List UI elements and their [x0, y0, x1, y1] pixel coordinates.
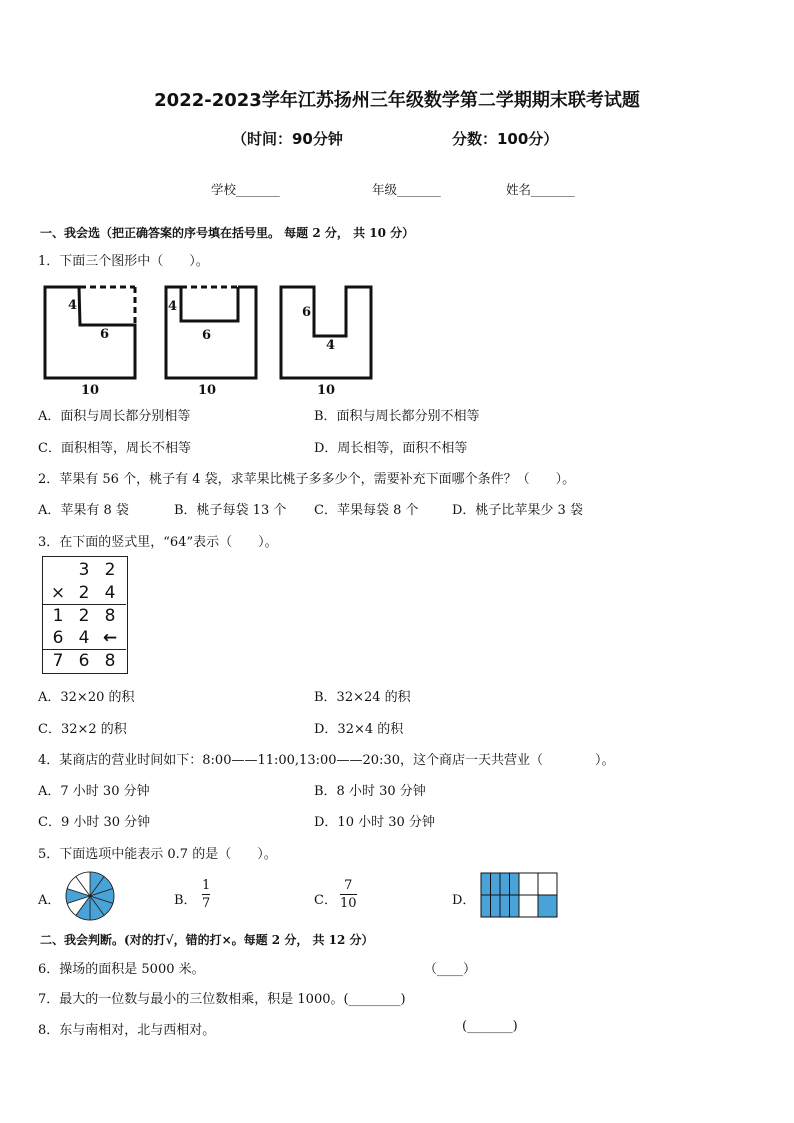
grid-cell: [519, 873, 538, 895]
section-1-heading: 一、我会选（把正确答案的序号填在括号里。 每题 2 分， 共 10 分）: [40, 226, 415, 240]
q1-fig1-label-6: 6: [100, 327, 110, 342]
q1-fig1-label-10: 10: [81, 383, 100, 398]
q5-fraction-c: [340, 878, 357, 911]
q1-option-a: A．面积与周长都分别相等: [38, 409, 191, 424]
vcell: 2: [78, 606, 90, 626]
q1-fig3-label-10: 10: [317, 383, 336, 398]
q2-option-b: B．桃子每袋 13 个: [174, 503, 287, 518]
q5-option-d: D．: [452, 893, 476, 908]
vcell: 8: [104, 651, 116, 671]
q5-option-a: A．: [38, 893, 61, 908]
q4-option-a: A．7 小时 30 分钟: [38, 784, 150, 799]
q1-fig2-label-6: 6: [202, 328, 212, 343]
q1-stem: 1．下面三个图形中（ ）。: [38, 254, 209, 269]
q1-figure-3: [281, 287, 371, 398]
q4-option-c: C．9 小时 30 分钟: [38, 815, 151, 830]
vrow-3: [43, 605, 126, 627]
vcell: 3: [78, 560, 90, 580]
q1-option-c: C．面积相等，周长不相等: [38, 441, 191, 456]
q3-option-d: D．32×4 的积: [314, 722, 404, 737]
q8-stem: 8．东与南相对，北与西相对。: [38, 1023, 216, 1038]
vcell: 1: [52, 606, 64, 626]
q1-figure-1: [45, 287, 135, 398]
q3-option-c: C．32×2 的积: [38, 722, 127, 737]
q1-fig1-label-4: 4: [68, 298, 78, 313]
q4-stem: 4．某商店的营业时间如下：8:00——11:00,13:00——20:30，这个商店一天共营业（ ）。: [38, 753, 615, 768]
page-title: 2022-2023学年江苏扬州三年级数学第二学期期末联考试题: [154, 90, 640, 111]
q5-pie-figure: [64, 870, 118, 924]
q5-stem: 5．下面选项中能表示 0.7 的是（ ）。: [38, 847, 277, 862]
vcell: 8: [104, 606, 116, 626]
q4-option-d: D．10 小时 30 分钟: [314, 815, 435, 830]
q1-option-d: D．周长相等，面积不相等: [314, 441, 468, 456]
vcell: 4: [104, 583, 116, 603]
q1-fig2-label-10: 10: [198, 383, 217, 398]
q2-option-c: C．苹果每袋 8 个: [314, 503, 419, 518]
q3-stem: 3．在下面的竖式里，“64”表示（ ）。: [38, 535, 278, 550]
q3-option-a: A．32×20 的积: [38, 690, 135, 705]
arrow-left-icon: ←: [102, 628, 118, 648]
name-field: 姓名_______: [506, 182, 575, 197]
q1-figures: [40, 282, 380, 398]
vrow-4: [43, 627, 126, 649]
vrow-2: [43, 582, 126, 604]
vcell: 2: [104, 560, 116, 580]
q5-fraction-b: [202, 878, 210, 911]
fraction-numerator: 1: [202, 878, 211, 893]
q4-option-b: B．8 小时 30 分钟: [314, 784, 426, 799]
fraction-bar: [340, 894, 357, 895]
exam-score: 分数：100分）: [452, 130, 559, 148]
q5-option-c: C．: [314, 893, 337, 908]
vrow-5: [43, 650, 126, 672]
vcell: 2: [78, 583, 90, 603]
q5-option-b: B．: [174, 893, 197, 908]
vcell: 4: [78, 628, 90, 648]
q6-answer-blank[interactable]: （____）: [424, 962, 477, 977]
vrow-1: [43, 559, 126, 581]
q8-answer-blank[interactable]: (_______): [462, 1019, 518, 1034]
exam-time: （时间：90分钟: [232, 130, 343, 148]
q1-figure-2: [166, 287, 256, 398]
vcell: 7: [52, 651, 64, 671]
vcell: ×: [50, 583, 66, 603]
q2-option-d: D．桃子比苹果少 3 袋: [452, 503, 583, 518]
vcell: 6: [78, 651, 90, 671]
grid-cell: [519, 895, 538, 917]
fraction-numerator: 7: [344, 878, 353, 893]
vertical-multiplication: [42, 556, 128, 674]
q3-option-b: B．32×24 的积: [314, 690, 411, 705]
q1-fig3-label-6: 6: [302, 305, 312, 320]
q1-fig2-label-4: 4: [168, 299, 178, 314]
fraction-denominator: 7: [202, 896, 211, 911]
grid-cell: [538, 873, 557, 895]
vcell: 6: [52, 628, 64, 648]
q2-stem: 2．苹果有 56 个，桃子有 4 袋，求苹果比桃子多多少个，需要补充下面哪个条件？（ ）。: [38, 472, 576, 487]
q1-fig3-label-4: 4: [326, 338, 336, 353]
grade-field: 年级_______: [372, 182, 441, 197]
school-field: 学校_______: [211, 182, 280, 197]
q6-stem: 6．操场的面积是 5000 米。: [38, 962, 205, 977]
fraction-bar: [202, 894, 210, 895]
q5-grid-figure: [480, 872, 558, 919]
q2-option-a: A．苹果有 8 袋: [38, 503, 129, 518]
section-2-heading: 二、我会判断。(对的打√，错的打×。每题 2 分， 共 12 分）: [40, 933, 374, 947]
q1-option-b: B．面积与周长都分别不相等: [314, 409, 480, 424]
fraction-denominator: 10: [340, 896, 357, 911]
grid-cell: [538, 895, 557, 917]
q7-stem: 7．最大的一位数与最小的三位数相乘，积是 1000。(________): [38, 992, 406, 1007]
